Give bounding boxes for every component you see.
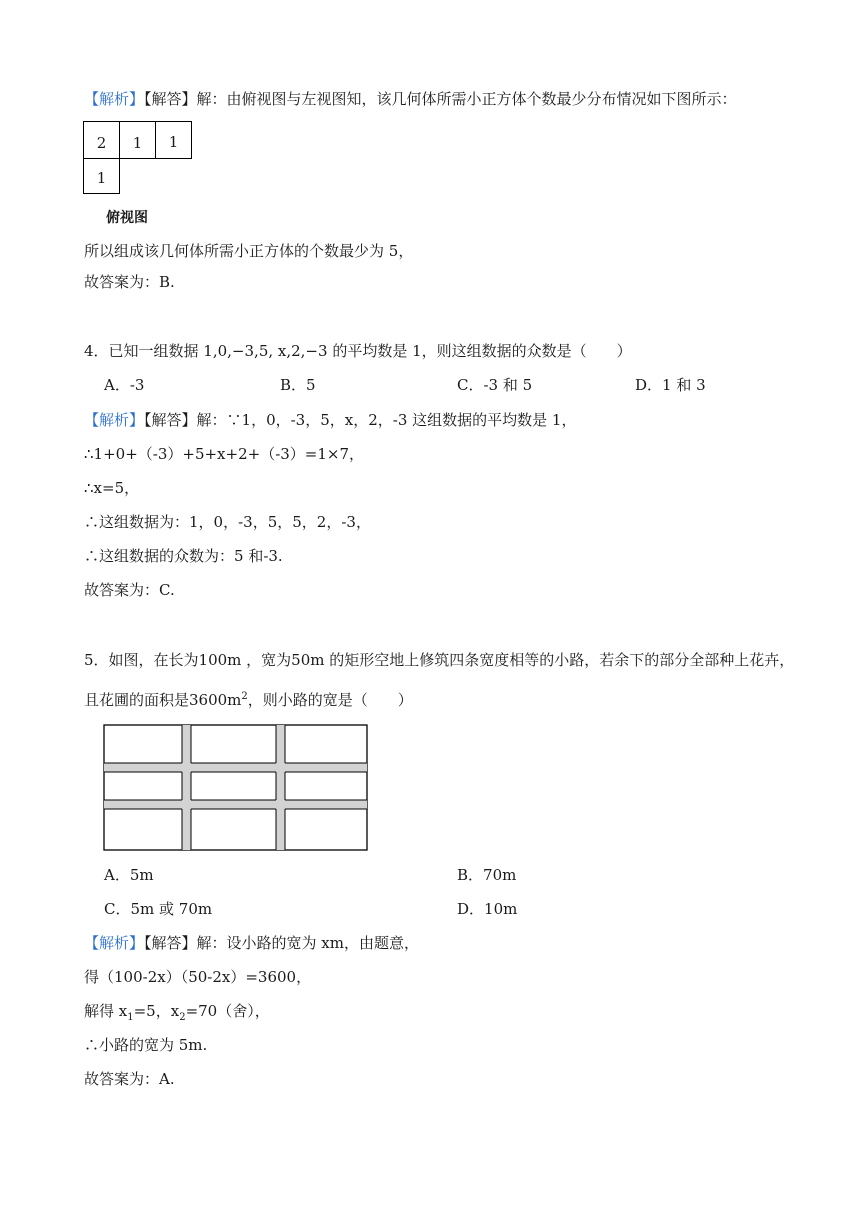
q5-solution-line4: ∴小路的宽为 5m. [84, 1036, 208, 1054]
road-horizontal-1 [104, 763, 367, 772]
q5-option-d: D．10m [457, 900, 518, 918]
q5-solution-line5: 故答案为：A. [84, 1070, 175, 1088]
q5-sol1-text: 解：设小路的宽为 xm，由题意， [196, 934, 419, 952]
q5-solution-line3 [84, 1001, 270, 1028]
q5-sol3-sub2: 2 [179, 1012, 186, 1023]
grid-cell-3: 1 [155, 121, 192, 159]
q5-stem-line1: 5．如图，在长为100m ，宽为50m 的矩形空地上修筑四条宽度相等的小路，若余下的部分全部种上花卉， [84, 651, 795, 669]
analysis-tag: 【解析】 [84, 411, 145, 429]
road-horizontal-2 [104, 800, 367, 809]
grid-cell-2: 1 [119, 121, 156, 159]
q5-option-b: B．70m [457, 866, 517, 884]
q4-option-b: B．5 [280, 376, 316, 394]
grid-cell-1: 2 [83, 121, 120, 159]
road-vertical-1 [182, 725, 191, 850]
q4-option-c: C．-3 和 5 [457, 376, 533, 394]
top-view-caption: 俯视图 [106, 210, 148, 226]
q5-stem2-post: ，则小路的宽是（ ） [247, 691, 413, 709]
q4-solution-line3: ∴x=5， [84, 479, 140, 497]
q4-solution-line5: ∴这组数据的众数为：5 和-3. [84, 547, 283, 565]
q5-option-a: A．5m [104, 866, 154, 884]
q5-stem-line2 [84, 687, 413, 710]
q5-solution-line2: 得（100-2x）（50-2x）=3600， [84, 968, 312, 986]
q5-sol3-pre: 解得 x [84, 1002, 128, 1020]
q5-sol3-sub1: 1 [127, 1012, 134, 1023]
q3-solution-line3: 故答案为：B. [84, 273, 175, 291]
q5-sol3-mid: =5，x [133, 1002, 180, 1020]
q5-sol3-post: =70（舍）， [185, 1002, 270, 1020]
q5-solution-line1 [84, 933, 419, 953]
q3-line1-text: 解：由俯视图与左视图知，该几何体所需小正方体个数最少分布情况如下图所示： [196, 90, 737, 108]
q3-solution-line1 [84, 89, 737, 109]
analysis-tag: 【解析】 [84, 90, 145, 108]
q4-solution-line4: ∴这组数据为：1，0，-3，5，5，2，-3， [84, 513, 371, 531]
q3-solution-line2: 所以组成该几何体所需小正方体的个数最少为 5， [84, 242, 414, 260]
q5-stem2-sup: 2 [241, 691, 248, 702]
answer-tag: 【解答】 [144, 411, 197, 429]
q5-option-c: C．5m 或 70m [104, 900, 213, 918]
q4-solution-line1 [84, 410, 576, 430]
grid-cell-4: 1 [83, 158, 120, 194]
road-vertical-2 [276, 725, 285, 850]
q4-stem: 4．已知一组数据 1,0,−3,5, x,2,−3 的平均数是 1，则这组数据的众数是（ ） [84, 342, 632, 360]
q4-solution-line2: ∴1+0+（-3）+5+x+2+（-3）=1×7， [84, 445, 365, 463]
field-outline [104, 725, 367, 850]
field-diagram [103, 724, 369, 852]
q4-sol1-text: 解：∵1，0，-3，5，x，2，-3 这组数据的平均数是 1， [196, 411, 577, 429]
q4-solution-line6: 故答案为：C. [84, 581, 175, 599]
answer-tag: 【解答】 [144, 934, 197, 952]
answer-tag: 【解答】 [144, 90, 197, 108]
analysis-tag: 【解析】 [84, 934, 145, 952]
q5-stem2-pre: 且花圃的面积是3600m [84, 691, 242, 709]
q4-option-a: A．-3 [104, 376, 145, 394]
q4-option-d: D．1 和 3 [635, 376, 706, 394]
